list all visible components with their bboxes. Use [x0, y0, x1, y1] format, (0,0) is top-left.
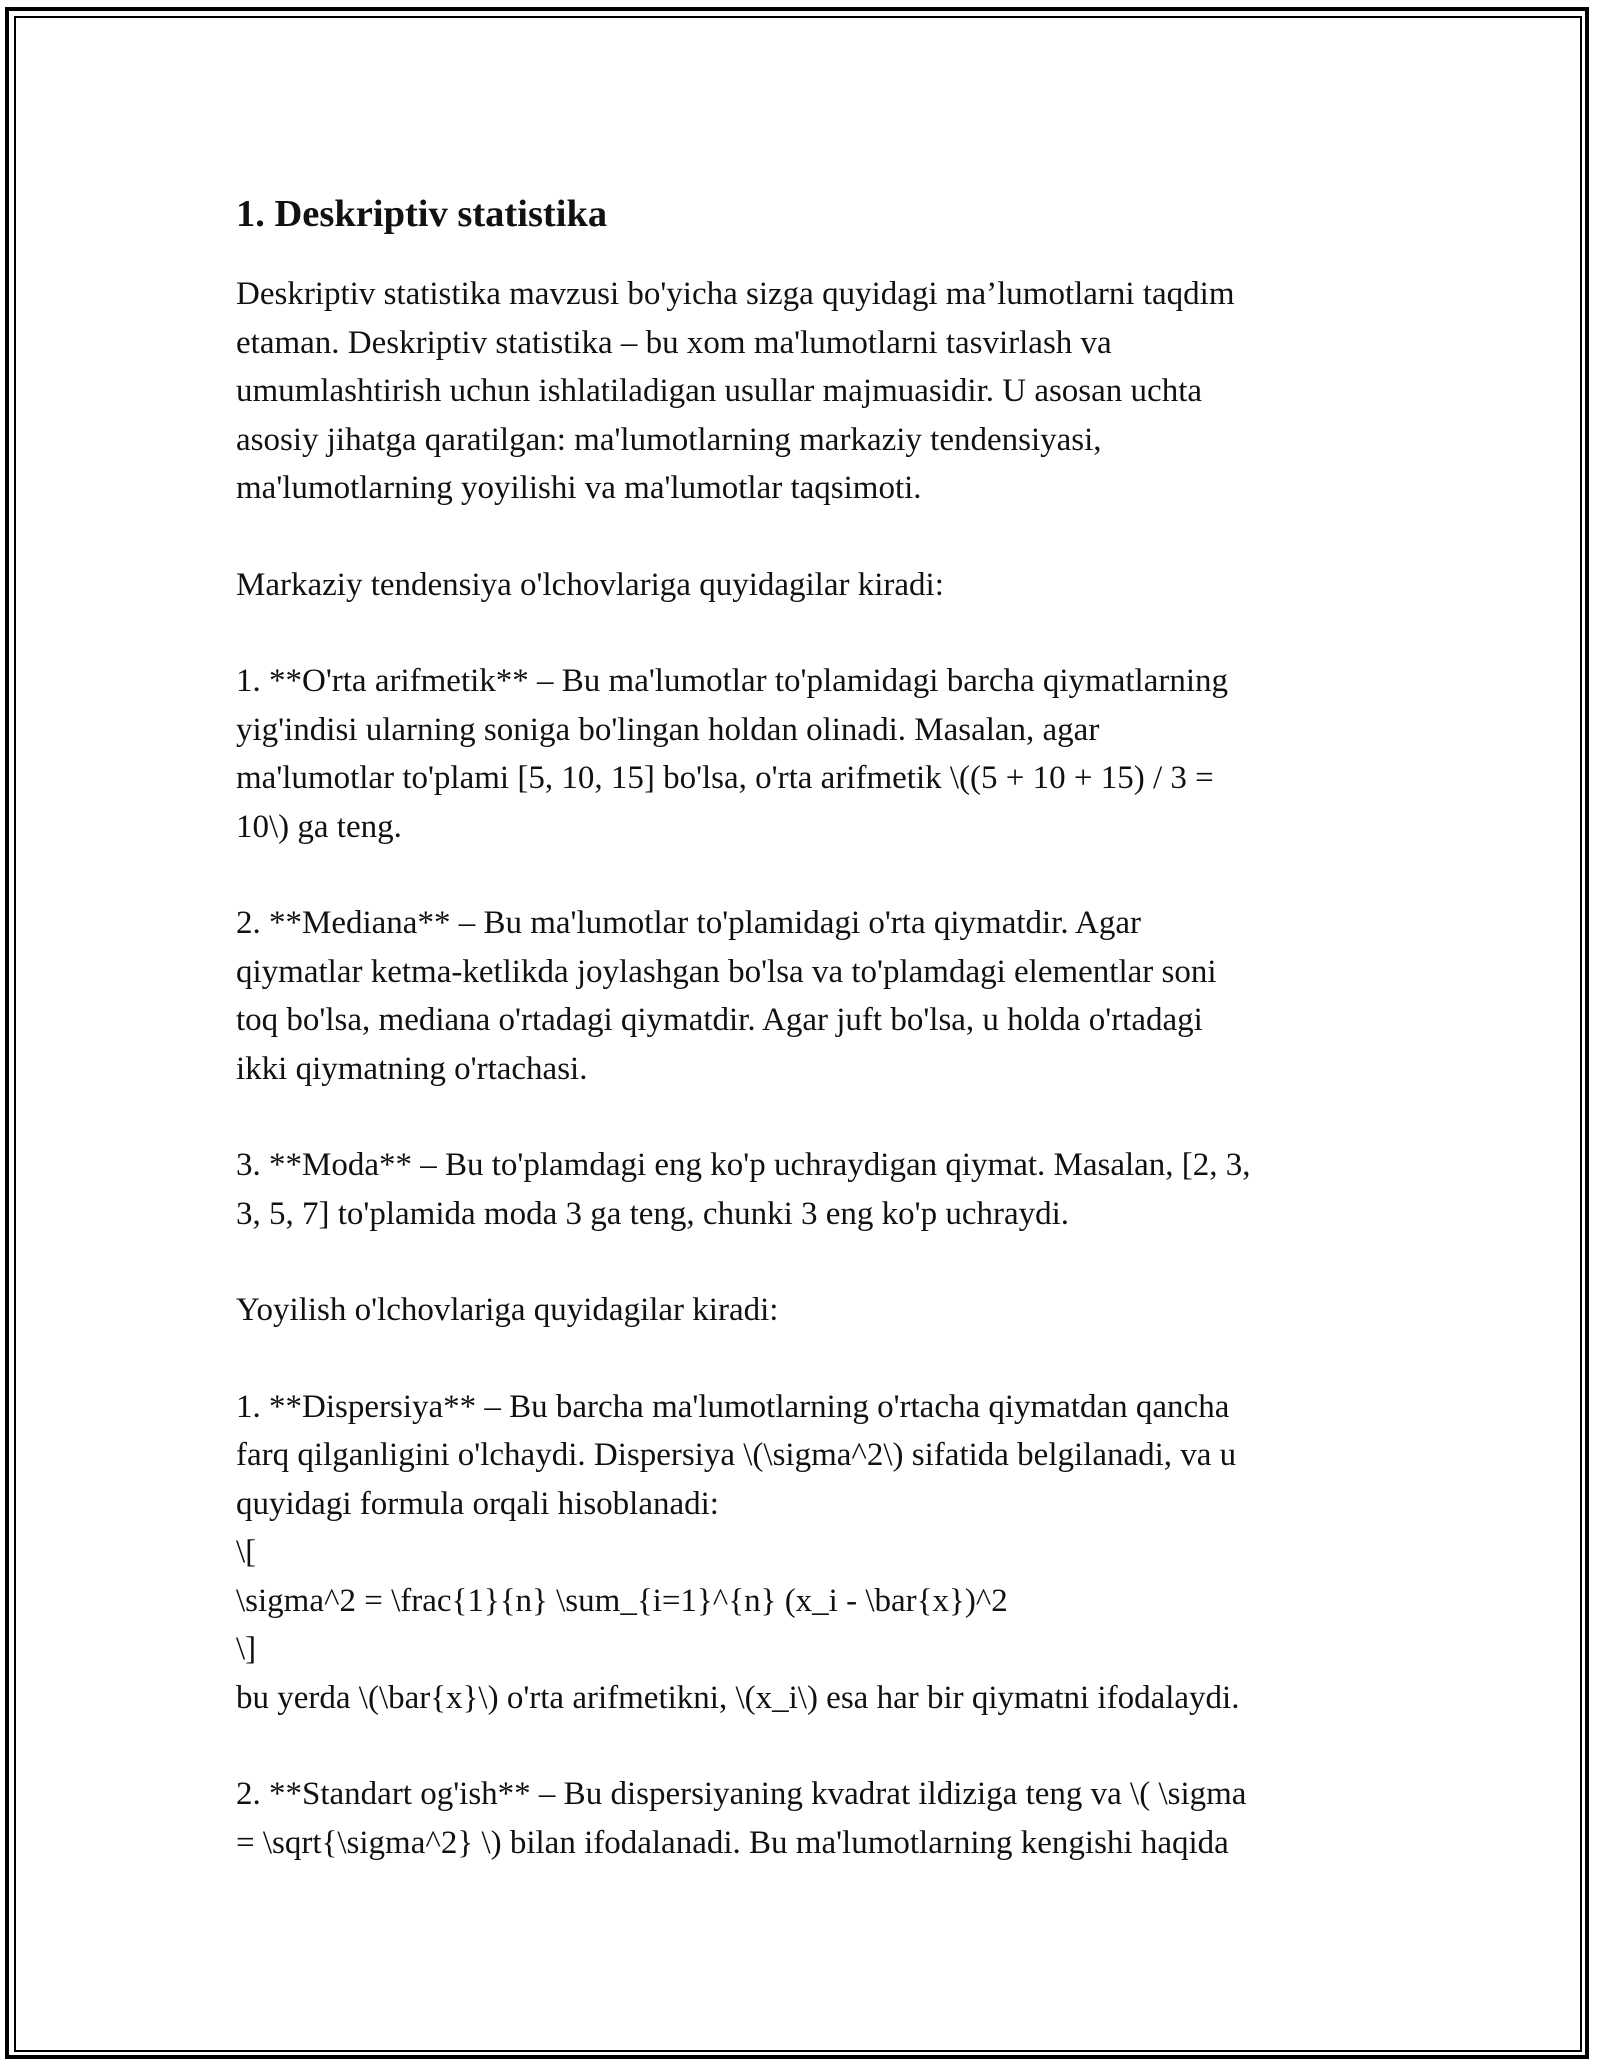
text-line: 3, 5, 7] to'plamida moda 3 ga teng, chunki 3 eng ko'p uchraydi. — [236, 1195, 1070, 1232]
text-line: Deskriptiv statistika mavzusi bo'yicha sizga quyidagi ma’lumotlarni taqdim — [236, 276, 1235, 312]
text-line: 2. **Standart og'ish** – Bu dispersiyaning kvadrat ildiziga teng va \( \sigma — [236, 1776, 1247, 1812]
central-tendency-heading — [236, 561, 1376, 610]
text-line: ma'lumotlar to'plami [5, 10, 15] bo'lsa, o'rta arifmetik \((5 + 10 + 15) / 3 = — [236, 760, 1214, 796]
text-line: 10\) ga teng. — [236, 808, 402, 845]
text-line: 1. **O'rta arifmetik** – Bu ma'lumotlar to'plamidagi barcha qiymatlarning — [236, 663, 1228, 699]
text-line: umumlashtirish uchun ishlatiladigan usullar majmuasidir. U asosan uchta — [236, 373, 1203, 409]
text-line: 3. **Moda** – Bu to'plamdagi eng ko'p uchraydigan qiymat. Masalan, [2, 3, — [236, 1147, 1251, 1183]
text-line: asosiy jihatga qaratilgan: ma'lumotlarning markaziy tendensiyasi, — [236, 421, 1102, 458]
text-line: farq qilganligini o'lchaydi. Dispersiya \(\sigma^2\) sifatida belgilanadi, va u — [236, 1437, 1237, 1473]
text-line: ikki qiymatning o'rtachasi. — [236, 1050, 588, 1087]
mode-paragraph — [236, 1141, 1376, 1238]
intro-paragraph — [236, 270, 1376, 513]
document-page — [236, 186, 1376, 1915]
median-paragraph — [236, 899, 1376, 1093]
text-line: Markaziy tendensiya o'lchovlariga quyidagilar kiradi: — [236, 566, 944, 603]
variance-paragraph — [236, 1383, 1376, 1723]
text-line: bu yerda \(\bar{x}\) o'rta arifmetikni, \(x_i\) esa har bir qiymatni ifodalaydi. — [236, 1679, 1240, 1716]
formula-line: \[ — [236, 1534, 257, 1570]
text-line: etaman. Deskriptiv statistika – bu xom ma'lumotlarni tasvirlash va — [236, 324, 1112, 361]
text-line: ma'lumotlarning yoyilishi va ma'lumotlar taqsimoti. — [236, 470, 922, 506]
text-line: Yoyilish o'lchovlariga quyidagilar kiradi: — [236, 1292, 779, 1328]
text-line: 1. **Dispersiya** – Bu barcha ma'lumotlarning o'rtacha qiymatdan qancha — [236, 1388, 1230, 1425]
std-deviation-paragraph — [236, 1770, 1376, 1867]
formula-line: \sigma^2 = \frac{1}{n} \sum_{i=1}^{n} (x_i - \bar{x})^2 — [236, 1582, 1008, 1619]
mean-paragraph — [236, 657, 1376, 851]
formula-line: \] — [236, 1631, 257, 1667]
text-line: quyidagi formula orqali hisoblanadi: — [236, 1485, 719, 1522]
document-title: 1. Deskriptiv statistika — [236, 193, 608, 235]
text-line: qiymatlar ketma-ketlikda joylashgan bo'lsa va to'plamdagi elementlar soni — [236, 953, 1217, 990]
text-line: = \sqrt{\sigma^2} \) bilan ifodalanadi. Bu ma'lumotlarning kengishi haqida — [236, 1824, 1229, 1861]
text-line: toq bo'lsa, mediana o'rtadagi qiymatdir. Agar juft bo'lsa, u holda o'rtadagi — [236, 1002, 1203, 1038]
text-line: 2. **Mediana** – Bu ma'lumotlar to'plamidagi o'rta qiymatdir. Agar — [236, 905, 1142, 941]
dispersion-measures-heading — [236, 1286, 1376, 1335]
text-line: yig'indisi ularning soniga bo'lingan holdan olinadi. Masalan, agar — [236, 711, 1100, 748]
